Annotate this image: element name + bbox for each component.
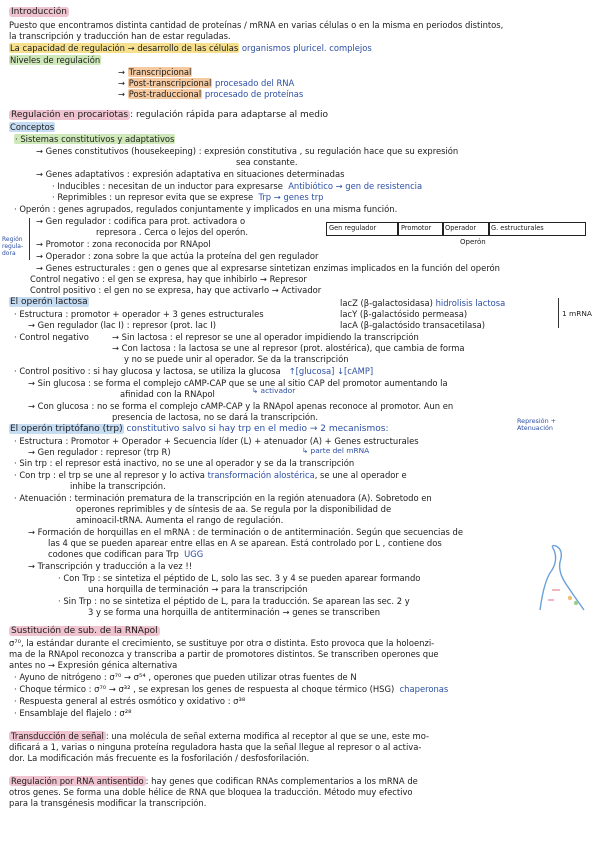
trp-atenuacion-2: operones reprimibles y de síntesis de aa. Se regula por la disponibilidad de [76, 504, 392, 514]
trp-con-trp-t: · Con Trp : se sintetiza el péptido de L, solo las sec. 3 y 4 se pueden aparear formando [58, 573, 421, 583]
lac-gen-regulador: → Gen regulador (lac I) : represor (prot. lac I) [28, 320, 216, 330]
lac-estructura: · Estructura : promotor + operador + 3 genes estructurales [14, 309, 264, 319]
genes-adaptativos: → Genes adaptativos : expresión adaptativa en situaciones determinadas [36, 169, 345, 179]
gen-regulador-2: represora . Cerca o lejos del operón. [96, 227, 248, 237]
lac-sin-glucosa: → Sin glucosa : se forma el complejo cAMP-CAP que se une al sitio CAP del promotor aumentando la [28, 378, 448, 388]
niveles-regulacion: Niveles de regulación [10, 55, 101, 65]
lacz: lacZ (β-galactosidasa) hidrolisis lactosa [340, 298, 506, 308]
trp-con-trp-2: inhibe la transcripción. [70, 481, 166, 491]
conceptos-heading: Conceptos [10, 122, 55, 132]
senal-line-3: dor. La modificación más frecuente es la fosforilación / desfosforilación. [9, 753, 310, 763]
lac-sin-glucosa-2: afinidad con la RNApol [120, 389, 215, 399]
lac-control-negativo: · Control negativo [14, 332, 89, 342]
trp-horquillas-3: codones que codifican para Trp UGG [48, 549, 204, 559]
hairpin-illustration [534, 540, 590, 616]
genes-estructurales-def: → Genes estructurales : gen o genes que al expresarse sintetizan enzimas implicados en la función del operón [36, 263, 500, 273]
trp-estructura: · Estructura : Promotor + Operador + Secuencia líder (L) + atenuador (A) + Genes estructurales [14, 436, 419, 446]
lac-brace [558, 298, 559, 328]
lac-activador-note: ↳ activador [252, 386, 296, 395]
control-positivo-def: Control positivo : el gen no se expresa, hay que activarlo → Activador [30, 285, 322, 295]
trp-atenuacion-3: aminoacil-tRNA. Aumenta el rango de regulación. [76, 515, 284, 525]
diagram-gen-regulador: Gen regulador [326, 222, 398, 236]
anti-line-3: para la transgénesis modificar la transcripción. [9, 798, 207, 808]
trp-parte-mrna: ↳ parte del mRNA [302, 446, 370, 455]
reprimibles: · Reprimibles : un represor evita que se exprese Trp → genes trp [52, 192, 324, 202]
trp-con-trp: · Con trp : el trp se une al represor y lo activa transformación alostérica, se une al operador e [14, 470, 407, 480]
procariotas-title: Regulación en procariotas : regulación rápida para adaptarse al medio [11, 110, 328, 120]
nivel-post-transcripcional: → Post-transcripcional procesado del RNA [118, 78, 295, 88]
sigma-flajelo: · Ensamblaje del flajelo : σ²⁸ [14, 708, 132, 718]
trp-mecanismos: Represión + Atenuación [517, 417, 557, 432]
lac-con-glucosa: → Con glucosa : no se forma el complejo cAMP-CAP y la RNApol apenas reconoce al promotor. Aun en [28, 401, 454, 411]
genes-constitutivos: → Genes constitutivos (housekeeping) : expresión constitutiva , su regulación hace que su expresión [36, 146, 459, 156]
lacy: lacY (β-galactósido permeasa) [340, 309, 468, 319]
lac-con-lactosa: → Con lactosa : la lactosa se une al represor (prot. alostérica), que cambia de forma [112, 343, 465, 353]
trp-con-trp-t2: una horquilla de terminación → para la transcripción [88, 584, 308, 594]
sigma-estres: · Respuesta general al estrés osmótico y oxidativo : σ³⁸ [14, 696, 246, 706]
inducibles: · Inducibles : necesitan de un inductor para expresarse Antibiótico → gen de resistencia [52, 181, 423, 191]
sigma-ayuno: · Ayuno de nitrógeno : σ⁷⁰ → σ⁵⁴ , operones que pueden utilizar otras fuentes de N [14, 672, 357, 682]
trp-horquillas-2: las 4 que se pueden aparear entre ellas en A se aparean. Está controlado por L , contiene dos [48, 538, 442, 548]
lac-sin-lactosa: → Sin lactosa : el represor se une al operador impidiendo la transcripción [112, 332, 419, 342]
operador-def: → Operador : zona sobre la que actúa la proteína del gen regulador [36, 251, 319, 261]
trp-gen-regulador: → Gen regulador : represor (trp R) [28, 447, 171, 457]
sistemas-heading: · Sistemas constitutivos y adaptativos [15, 134, 175, 144]
lac-mrna: 1 mRNA [562, 309, 592, 318]
intro-line-2: la transcripción y traducción han de estar reguladas. [9, 31, 231, 41]
anti-line-2: otros genes. Se forma una doble hélice de RNA que bloquea la traducción. Método muy efectivo [9, 787, 413, 797]
trp-horquillas: → Formación de horquillas en el mRNA : de terminación o de antiterminación. Según que secuencias de [28, 527, 464, 537]
nivel-post-traduccional: → Post-traduccional procesado de proteínas [118, 89, 304, 99]
sigma-choque: · Choque térmico : σ⁷⁰ → σ³² , se expresan los genes de respuesta al choque térmico (HSG) chaperonas [14, 684, 449, 694]
genes-constitutivos-2: sea constante. [236, 157, 298, 167]
sigma-line-1: σ⁷⁰, la estándar durante el crecimiento, se sustituye por otra σ distinta. Esto provoca que la holoenzi- [9, 638, 435, 648]
trp-sin-trp-t2: 3 y se forma una horquilla de antiterminación → genes se transcriben [88, 607, 381, 617]
diagram-genes-estructurales: G. estructurales [488, 222, 586, 236]
diagram-promotor: Promotor [398, 222, 444, 236]
sigma-line-2: ma de la RNApol reconozca y transcriba a partir de promotores distintos. Se transcriben operones que [9, 649, 439, 659]
trp-sin-trp: · Sin trp : el represor está inactivo, no se une al operador y se da la transcripción [14, 458, 355, 468]
trp-title: El operón triptófano (trp) constitutivo salvo si hay trp en el medio → 2 mecanismos: [10, 424, 389, 434]
diagram-caption: Operón [460, 238, 486, 246]
diagram-operador: Operador [442, 222, 490, 236]
senal-line-2: dificará a 1, varias o ninguna proteína reguladora hasta que la señal llegue al represor o al activa- [9, 742, 422, 752]
senal-line-1: Transducción de señal : una molécula de señal externa modifica al receptor al que se une, este mo- [11, 731, 429, 741]
anti-line-1: Regulación por RNA antisentido : hay genes que codifican RNAs complementarios a los mRNA de [11, 776, 418, 786]
trp-transc-traduc: → Transcripción y traducción a la vez !! [28, 561, 193, 571]
trp-sin-trp-t: · Sin Trp : no se sintetiza el péptido de L, para la traducción. Se aparean las sec. 2 y [58, 596, 410, 606]
lac-control-positivo: · Control positivo : si hay glucosa y lactosa, se utiliza la glucosa ↑[glucosa] ↓[cAMP] [14, 366, 374, 376]
laca: lacA (β-galactósido transacetilasa) [340, 320, 486, 330]
gen-regulador: → Gen regulador : codifica para prot. activadora o [36, 216, 246, 226]
sigma-title: Sustitución de sub. de la RNApol [11, 626, 158, 636]
control-negativo-def: Control negativo : el gen se expresa, hay que inhibirlo → Represor [30, 274, 307, 284]
trp-atenuacion: · Atenuación : terminación prematura de la transcripción en la región atenuadora (A). Sobretodo en [14, 493, 432, 503]
intro-line-3: La capacidad de regulación → desarrollo de las células organismos pluricel. complejos [10, 43, 372, 53]
lac-con-glucosa-2: presencia de lactosa, no se dará la transcripción. [112, 412, 319, 422]
lac-title: El operón lactosa [10, 297, 88, 307]
intro-line-1: Puesto que encontramos distinta cantidad de proteínas / mRNA en varias células o en la misma en periodos distintos, [9, 20, 504, 30]
region-reguladora-label: Región regula- dora [2, 236, 24, 257]
sigma-line-3: antes no → Expresión génica alternativa [9, 660, 178, 670]
lac-con-lactosa-2: y no se puede unir al operador. Se da la transcripción [124, 354, 349, 364]
operon-def: · Operón : genes agrupados, regulados conjuntamente y implicados en una misma función. [14, 204, 398, 214]
promotor-def: → Promotor : zona reconocida por RNApol [36, 239, 211, 249]
nivel-transcripcional: → Transcripcional [118, 67, 192, 77]
region-brace [29, 218, 30, 260]
intro-title: Introducción [11, 7, 67, 17]
